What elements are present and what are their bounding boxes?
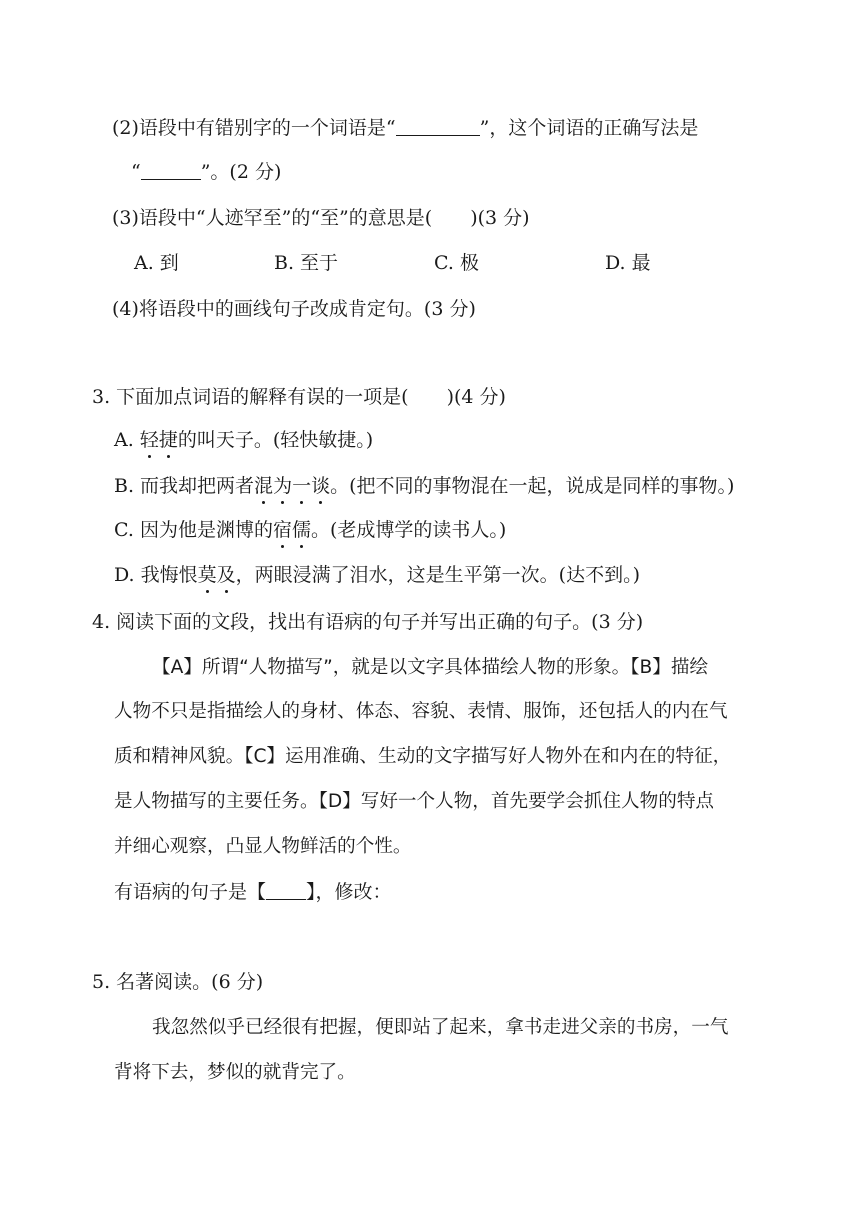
answer-blank[interactable] — [266, 881, 306, 900]
q5-stem: 5. 名著阅读。(6 分) — [92, 971, 264, 993]
option-label: D. 我悔恨 — [114, 564, 198, 586]
option-label: C. 因为他是渊博的 — [114, 519, 273, 541]
q2-sub3-text-post: )(3 分) — [470, 207, 530, 229]
q3-option-c — [114, 518, 506, 542]
q4-para-line: 【A】所谓“人物描写”，就是以文字具体描绘人物的形象。【B】描绘 — [152, 657, 709, 678]
dotted-char: 为 — [273, 475, 293, 497]
option-text: 。(老成博学的读书人。) — [310, 519, 507, 541]
option-label: B. 而我却把两者 — [114, 475, 255, 497]
option-a: A. 到 — [134, 252, 179, 274]
q2-sub2-line2 — [131, 160, 281, 184]
dotted-char: 谈 — [311, 475, 331, 497]
q4-answer-line — [114, 880, 392, 904]
q4-para-line: 质和精神风貌。【C】运用准确、生动的文字描写好人物外在和内在的特征， — [114, 746, 732, 767]
q3-option-d — [114, 563, 640, 587]
dotted-char: 及 — [216, 564, 236, 586]
q3-stem-post: )(4 分) — [446, 386, 506, 408]
dotted-char: 混 — [254, 475, 274, 497]
q2-sub2-line1 — [112, 116, 698, 140]
q5-para-line: 背将下去，梦似的就背完了。 — [114, 1062, 356, 1083]
q4-stem: 4. 阅读下面的文段，找出有语病的句子并写出正确的句子。(3 分) — [92, 611, 644, 633]
q2-sub3-stem — [112, 206, 530, 230]
option-c: C. 极 — [434, 252, 479, 274]
dotted-char: 捷 — [158, 429, 178, 451]
option-label: A. — [114, 429, 140, 451]
q4-answer-pre: 有语病的句子是【 — [114, 881, 267, 903]
q4-para-line: 是人物描写的主要任务。【D】写好一个人物，首先要学会抓住人物的特点 — [114, 791, 715, 812]
dotted-char: 轻 — [139, 429, 159, 451]
q3-option-a — [114, 428, 373, 452]
q2-sub2-text-pre: (2)语段中有错别字的一个词语是“ — [112, 117, 396, 139]
q2-sub2-quote-close: ”。(2 分) — [200, 161, 282, 183]
q2-sub4-stem: (4)将语段中的画线句子改成肯定句。(3 分) — [112, 298, 476, 320]
answer-blank[interactable] — [141, 161, 201, 180]
option-d: D. 最 — [605, 252, 651, 274]
dotted-char: 宿 — [272, 519, 292, 541]
q3-option-b — [114, 474, 734, 498]
option-text: 。(把不同的事物混在一起，说成是同样的事物。) — [330, 475, 735, 497]
q4-para-line: 并细心观察，凸显人物鲜活的个性。 — [114, 836, 412, 857]
dotted-char: 儒 — [291, 519, 311, 541]
q4-answer-post: 】，修改： — [306, 881, 392, 903]
dotted-char: 莫 — [197, 564, 217, 586]
option-text: ，两眼浸满了泪水，这是生平第一次。(达不到。) — [235, 564, 640, 586]
q5-para-line: 我忽然似乎已经很有把握，便即站了起来，拿书走进父亲的书房，一气 — [152, 1017, 729, 1038]
q3-stem-pre: 3. 下面加点词语的解释有误的一项是( — [92, 386, 409, 408]
dotted-char: 一 — [292, 475, 312, 497]
q2-sub2-text-post: ”，这个词语的正确写法是 — [479, 117, 699, 139]
q3-stem — [92, 385, 506, 409]
q2-sub3-text-pre: (3)语段中“人迹罕至”的“至”的意思是( — [112, 207, 433, 229]
option-text: 的叫天子。(轻快敏捷。) — [177, 429, 374, 451]
answer-blank[interactable] — [396, 117, 480, 136]
q4-para-line: 人物不只是指描绘人的身材、体态、容貌、表情、服饰，还包括人的内在气 — [114, 701, 728, 722]
option-b: B. 至于 — [274, 252, 339, 274]
q2-sub2-quote-open: “ — [131, 161, 141, 183]
